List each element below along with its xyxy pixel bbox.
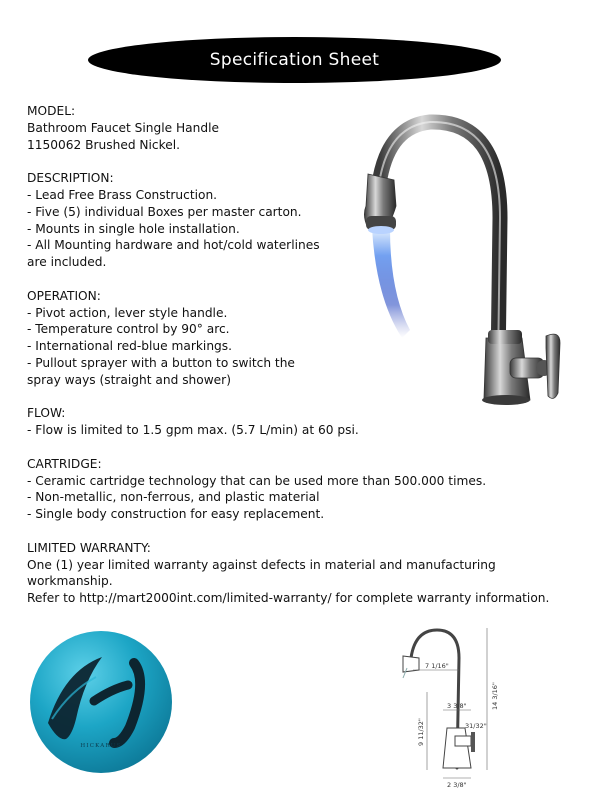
page-title: Specification Sheet — [209, 50, 380, 70]
water-stream — [372, 228, 410, 338]
dim-small: 31/32" — [465, 722, 487, 730]
section-line: - Non-metallic, non-ferrous, and plastic material — [27, 490, 320, 505]
spray-head — [364, 174, 396, 234]
dimension-diagram — [385, 618, 525, 790]
section-heading: DESCRIPTION: — [27, 171, 114, 186]
section-heading: LIMITED WARRANTY: — [27, 540, 151, 555]
section-line: Bathroom Faucet Single Handle — [27, 120, 219, 135]
section-line: - Five (5) individual Boxes per master carton. — [27, 204, 302, 219]
section-flow — [27, 405, 567, 439]
section-line: Refer to http://mart2000int.com/limited-warranty/ for complete warranty information. — [27, 591, 550, 606]
logo-mark — [30, 631, 172, 773]
section-heading: FLOW: — [27, 406, 66, 421]
section-line: - Mounts in single hole installation. — [27, 221, 240, 236]
dim-base-height: 9 11/32" — [417, 718, 425, 746]
dim-handle-offset: 3 3/8" — [447, 702, 467, 710]
section-line: - Single body construction for easy replacement. — [27, 507, 325, 522]
section-line: - Flow is limited to 1.5 gpm max. (5.7 L/min) at 60 psi. — [27, 423, 359, 438]
dim-spout-reach: 7 1/16" — [425, 662, 449, 670]
section-line: One (1) year limited warranty against defects in material and manufacturing workmanship. — [27, 557, 496, 589]
section-line: - Pivot action, lever style handle. — [27, 305, 228, 320]
section-cartridge — [27, 456, 567, 523]
section-line: - Lead Free Brass Construction. — [27, 187, 218, 202]
section-heading: OPERATION: — [27, 288, 101, 303]
logo-text: HICKARUS — [80, 743, 122, 749]
section-warranty — [27, 540, 567, 607]
section-heading: MODEL: — [27, 104, 76, 118]
dim-base-width: 2 3/8" — [447, 781, 467, 789]
title-banner — [88, 37, 501, 83]
section-heading: CARTRIDGE: — [27, 456, 102, 471]
faucet-product-image — [360, 108, 575, 408]
brand-logo — [30, 631, 172, 773]
section-line: 1150062 Brushed Nickel. — [27, 137, 181, 152]
dim-total-height: 14 3/16" — [491, 682, 499, 710]
section-line: - All Mounting hardware and hot/cold waterlines are included. — [27, 238, 320, 270]
section-line: - Ceramic cartridge technology that can be used more than 500.000 times. — [27, 473, 487, 488]
section-line: - Temperature control by 90° arc. — [27, 322, 230, 337]
section-line: - International red-blue markings. — [27, 339, 233, 354]
section-line: - Pullout sprayer with a button to switch the spray ways (straight and shower) — [27, 355, 295, 387]
